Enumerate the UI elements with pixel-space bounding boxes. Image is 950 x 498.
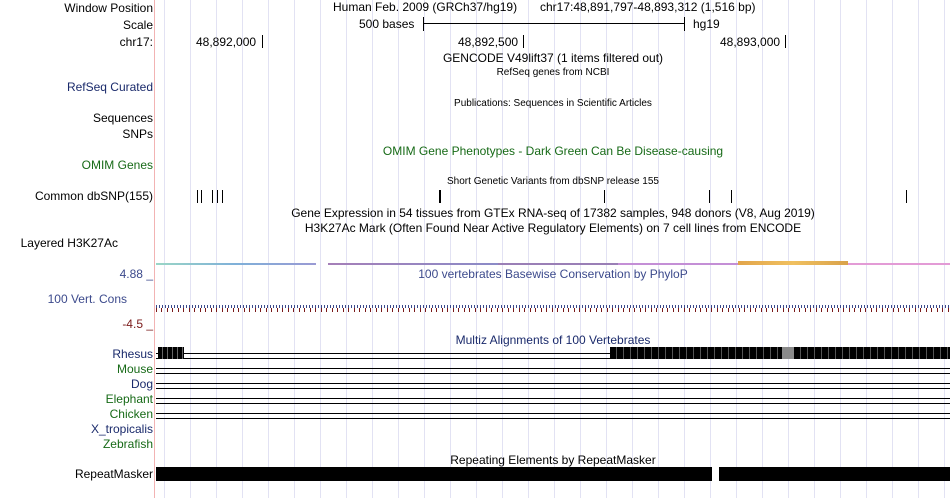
- refseq-title: RefSeq genes from NCBI: [496, 67, 610, 78]
- dbsnp-title: Short Genetic Variants from dbSNP release 155: [447, 176, 659, 187]
- window-position-label: Window Position: [64, 1, 153, 15]
- publications-title: Publications: Sequences in Scientific Articles: [454, 98, 652, 109]
- tick-label-1: 48,892,000: [196, 35, 257, 49]
- multiz-title: Multiz Alignments of 100 Vertebrates: [455, 333, 651, 347]
- track-label-snps[interactable]: SNPs: [122, 127, 153, 141]
- window-position: chr17:48,891,797-48,893,312 (1,516 bp): [540, 0, 756, 14]
- scale-label: Scale: [122, 18, 153, 32]
- tick-mark-3: [785, 35, 786, 48]
- assembly-name: Human Feb. 2009 (GRCh37/hg19): [333, 0, 518, 14]
- scale-text: 500 bases: [359, 17, 415, 31]
- track-label-elephant[interactable]: Elephant: [105, 392, 153, 406]
- omim-title: OMIM Gene Phenotypes - Dark Green Can Be Disease-causing: [382, 144, 724, 158]
- repeatmasker-title: Repeating Elements by RepeatMasker: [450, 453, 656, 467]
- scale-bar: [423, 17, 685, 31]
- chrom-label: chr17:: [119, 35, 153, 49]
- gtex-title: Gene Expression in 54 tissues from GTEx RNA-seq of 17382 samples, 948 donors (V8, Aug 2019): [291, 206, 815, 220]
- track-label-dog[interactable]: Dog: [130, 377, 153, 391]
- track-label-mouse[interactable]: Mouse: [116, 362, 153, 376]
- track-label-common-dbsnp[interactable]: Common dbSNP(155): [34, 189, 153, 203]
- track-label-zebrafish[interactable]: Zebrafish: [102, 437, 153, 451]
- tick-mark-2: [523, 35, 524, 48]
- track-label-x-tropicalis[interactable]: X_tropicalis: [90, 422, 153, 436]
- track-label-sequences[interactable]: Sequences: [92, 111, 153, 125]
- phylop-title: 100 vertebrates Basewise Conservation by PhyloP: [418, 267, 688, 281]
- cons-min-label: -4.5 _: [122, 317, 153, 331]
- cons-max-label: 4.88 _: [119, 267, 153, 281]
- phylop-wiggle: [156, 300, 950, 320]
- tick-label-2: 48,892,500: [458, 35, 519, 49]
- gencode-title: GENCODE V49lift37 (1 items filtered out): [442, 51, 664, 65]
- tick-mark-1: [262, 35, 263, 48]
- tick-label-3: 48,893,000: [720, 35, 781, 49]
- track-label-layered-h3k27ac[interactable]: Layered H3K27Ac: [20, 236, 118, 250]
- track-label-refseq[interactable]: RefSeq Curated: [66, 80, 153, 94]
- h3k27ac-title: H3K27Ac Mark (Often Found Near Active Regulatory Elements) on 7 cell lines from ENCODE: [304, 221, 802, 235]
- track-label-chicken[interactable]: Chicken: [109, 407, 153, 421]
- track-label-rhesus[interactable]: Rhesus: [112, 347, 153, 361]
- scale-db: hg19: [693, 17, 720, 31]
- label-divider: [154, 0, 155, 498]
- track-label-repeatmasker[interactable]: RepeatMasker: [74, 467, 153, 481]
- track-label-omim[interactable]: OMIM Genes: [81, 158, 153, 172]
- track-label-100-vert-cons[interactable]: 100 Vert. Cons: [47, 292, 127, 306]
